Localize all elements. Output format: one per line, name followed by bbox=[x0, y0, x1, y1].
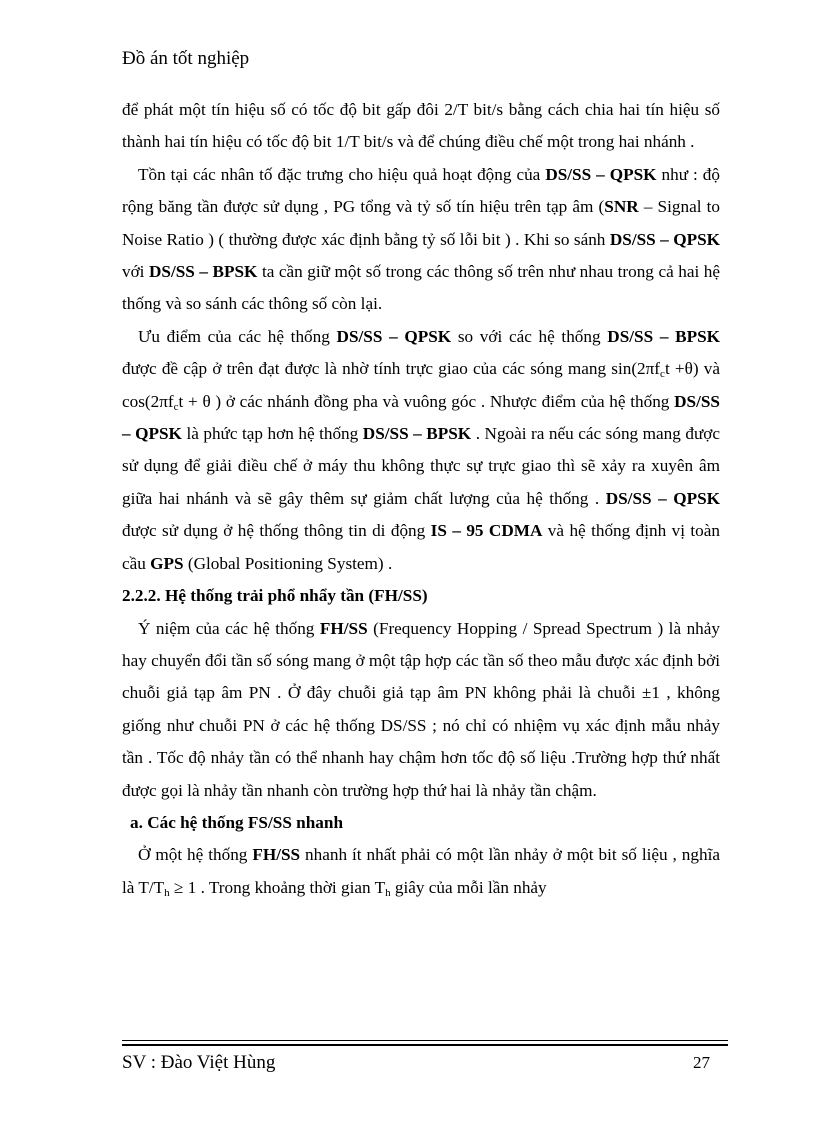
text-run: ta cần giữ một số trong các thông số trên như nhau trong cả hai hệ thống và so sánh các thông số còn lại. bbox=[122, 262, 720, 314]
page-number: 27 bbox=[693, 1053, 710, 1072]
subscript: c bbox=[173, 400, 179, 413]
paragraph-4 bbox=[122, 613, 720, 807]
subscript: h bbox=[164, 886, 170, 899]
text-run: và hệ thống định vị toàn cầu bbox=[122, 521, 720, 573]
bold-term: FH/SS bbox=[319, 618, 368, 638]
bold-term: SNR bbox=[604, 197, 639, 217]
text-run: (Global Positioning System) . bbox=[183, 553, 393, 573]
text-run: Tồn tại các nhân tố đặc trưng cho hiệu quả hoạt động của bbox=[138, 164, 546, 184]
footer-divider-thick bbox=[122, 1044, 728, 1046]
text-run: giây của mỗi lần nhảy bbox=[390, 877, 547, 897]
bold-term: DS/SS – QPSK bbox=[122, 391, 720, 444]
bold-term: DS/SS – QPSK bbox=[336, 326, 452, 346]
text-run: t +θ) và cos(2πf bbox=[122, 359, 720, 411]
text-run: được đề cập ở trên đạt được là nhờ tính trực giao của các sóng mang sin(2πf bbox=[122, 359, 661, 379]
text-run: để phát một tín hiệu số có tốc độ bit gấp đôi 2/T bit/s bằng cách chia hai tín hiệu số thành hai tín hiệu có tốc độ bit 1/T bit/s và để chúng điều chế một trong hai nhánh . bbox=[122, 100, 720, 152]
text-run: t + θ ) ở các nhánh đồng pha và vuông góc . Nhược điểm của hệ thống bbox=[178, 391, 675, 411]
bold-term: DS/SS – BPSK bbox=[362, 424, 472, 444]
paragraph-5 bbox=[122, 839, 720, 904]
bold-term: DS/SS – BPSK bbox=[607, 326, 721, 346]
bold-term: FH/SS bbox=[252, 845, 301, 865]
text-run: Ưu điểm của các hệ thống bbox=[138, 326, 337, 346]
text-run: – Signal to Noise Ratio ) ( thường được xác định bằng tỷ số lỗi bit ) . Khi so sánh bbox=[122, 197, 720, 249]
paragraph-3 bbox=[122, 321, 720, 580]
text-run: Ý niệm của các hệ thống bbox=[138, 618, 320, 638]
subsection-heading: a. Các hệ thống FS/SS nhanh bbox=[130, 812, 344, 832]
text-run: Ở một hệ thống bbox=[138, 845, 253, 865]
text-run: so với các hệ thống bbox=[451, 326, 608, 346]
bold-term: GPS bbox=[150, 553, 184, 573]
paragraph-1 bbox=[122, 94, 720, 159]
bold-term: IS – 95 CDMA bbox=[430, 521, 543, 541]
running-header: Đồ án tốt nghiệp bbox=[122, 48, 250, 69]
footer-author: SV : Đào Việt Hùng bbox=[122, 1052, 276, 1073]
text-run: . Ngoài ra nếu các sóng mang được sử dụng để giải điều chế ở máy thu không thực sự trực giao thì sẽ xảy ra xuyên âm giữa hai nhánh và sẽ gây thêm sự giảm chất lượng của hệ thống . bbox=[122, 424, 721, 508]
footer-divider bbox=[122, 1040, 728, 1041]
text-run: ≥ 1 . Trong khoảng thời gian T bbox=[169, 877, 386, 897]
text-run: (Frequency Hopping / Spread Spectrum ) là nhảy hay chuyển đổi tần số sóng mang ở một tập hợp các tần số theo mẫu được xác định bởi chuỗi giả tạp âm PN . Ở đây chuỗi giả tạp âm PN không phải là chuỗi ±1 , không giống như chuỗi PN ở các hệ thống DS/SS ; nó chỉ có nhiệm vụ xác định mẫu nhảy tần . Tốc độ nhảy tần có thể nhanh hay chậm hơn tốc độ số liệu .Trường hợp thứ nhất được gọi là nhảy tần nhanh còn trường hợp thứ hai là nhảy tần chậm. bbox=[122, 618, 720, 800]
text-run: được sử dụng ở hệ thống thông tin di động bbox=[122, 521, 431, 541]
subscript: c bbox=[660, 368, 665, 381]
body-text bbox=[122, 94, 720, 904]
section-heading: 2.2.2. Hệ thống trải phổ nhẩy tần (FH/SS) bbox=[122, 586, 428, 606]
text-run: như : độ rộng băng tần được sử dụng , PG tổng và tỷ số tín hiệu trên tạp âm ( bbox=[122, 164, 720, 217]
subscript: h bbox=[385, 886, 391, 899]
bold-term: DS/SS – QPSK bbox=[545, 164, 657, 184]
bold-term: DS/SS – QPSK bbox=[605, 488, 720, 508]
text-run: với bbox=[122, 262, 149, 282]
bold-term: DS/SS – QPSK bbox=[609, 229, 720, 249]
text-run: nhanh ít nhất phải có một lần nhảy ở một bit số liệu , nghĩa là T/T bbox=[122, 845, 720, 897]
text-run: là phức tạp hơn hệ thống bbox=[181, 424, 363, 444]
bold-term: DS/SS – BPSK bbox=[149, 262, 258, 282]
paragraph-2 bbox=[122, 159, 720, 321]
